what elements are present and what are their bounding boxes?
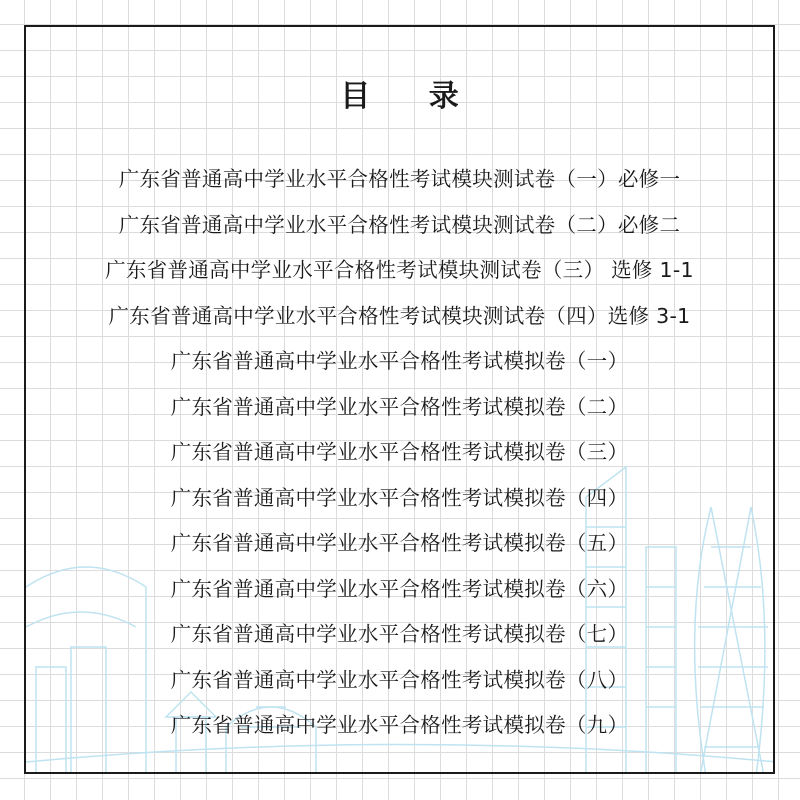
toc-entry: 广东省普通高中学业水平合格性考试模块测试卷（三） 选修 1-1 [105,258,694,282]
toc-entry: 广东省普通高中学业水平合格性考试模拟卷（四） [170,485,629,510]
toc-entry: 广东省普通高中学业水平合格性考试模拟卷（七） [170,622,629,646]
toc-entry: 广东省普通高中学业水平合格性考试模拟卷（三） [170,440,629,464]
toc-entry: 广东省普通高中学业水平合格性考试模拟卷（五） [170,531,629,555]
page-title: 目 录 [340,79,483,114]
toc-entry: 广东省普通高中学业水平合格性考试模块测试卷（二）必修二 [118,212,681,237]
toc-entry: 广东省普通高中学业水平合格性考试模块测试卷（一）必修一 [118,167,681,191]
toc-entry: 广东省普通高中学业水平合格性考试模拟卷（九） [170,713,629,737]
toc-entry: 广东省普通高中学业水平合格性考试模拟卷（一） [170,349,629,373]
toc-entry: 广东省普通高中学业水平合格性考试模拟卷（六） [170,576,629,601]
table-of-contents [26,157,773,749]
toc-entry: 广东省普通高中学业水平合格性考试模拟卷（八） [170,667,629,692]
toc-entry: 广东省普通高中学业水平合格性考试模拟卷（二） [170,394,629,419]
page-frame [24,25,775,774]
toc-entry: 广东省普通高中学业水平合格性考试模块测试卷（四）选修 3-1 [108,303,691,328]
